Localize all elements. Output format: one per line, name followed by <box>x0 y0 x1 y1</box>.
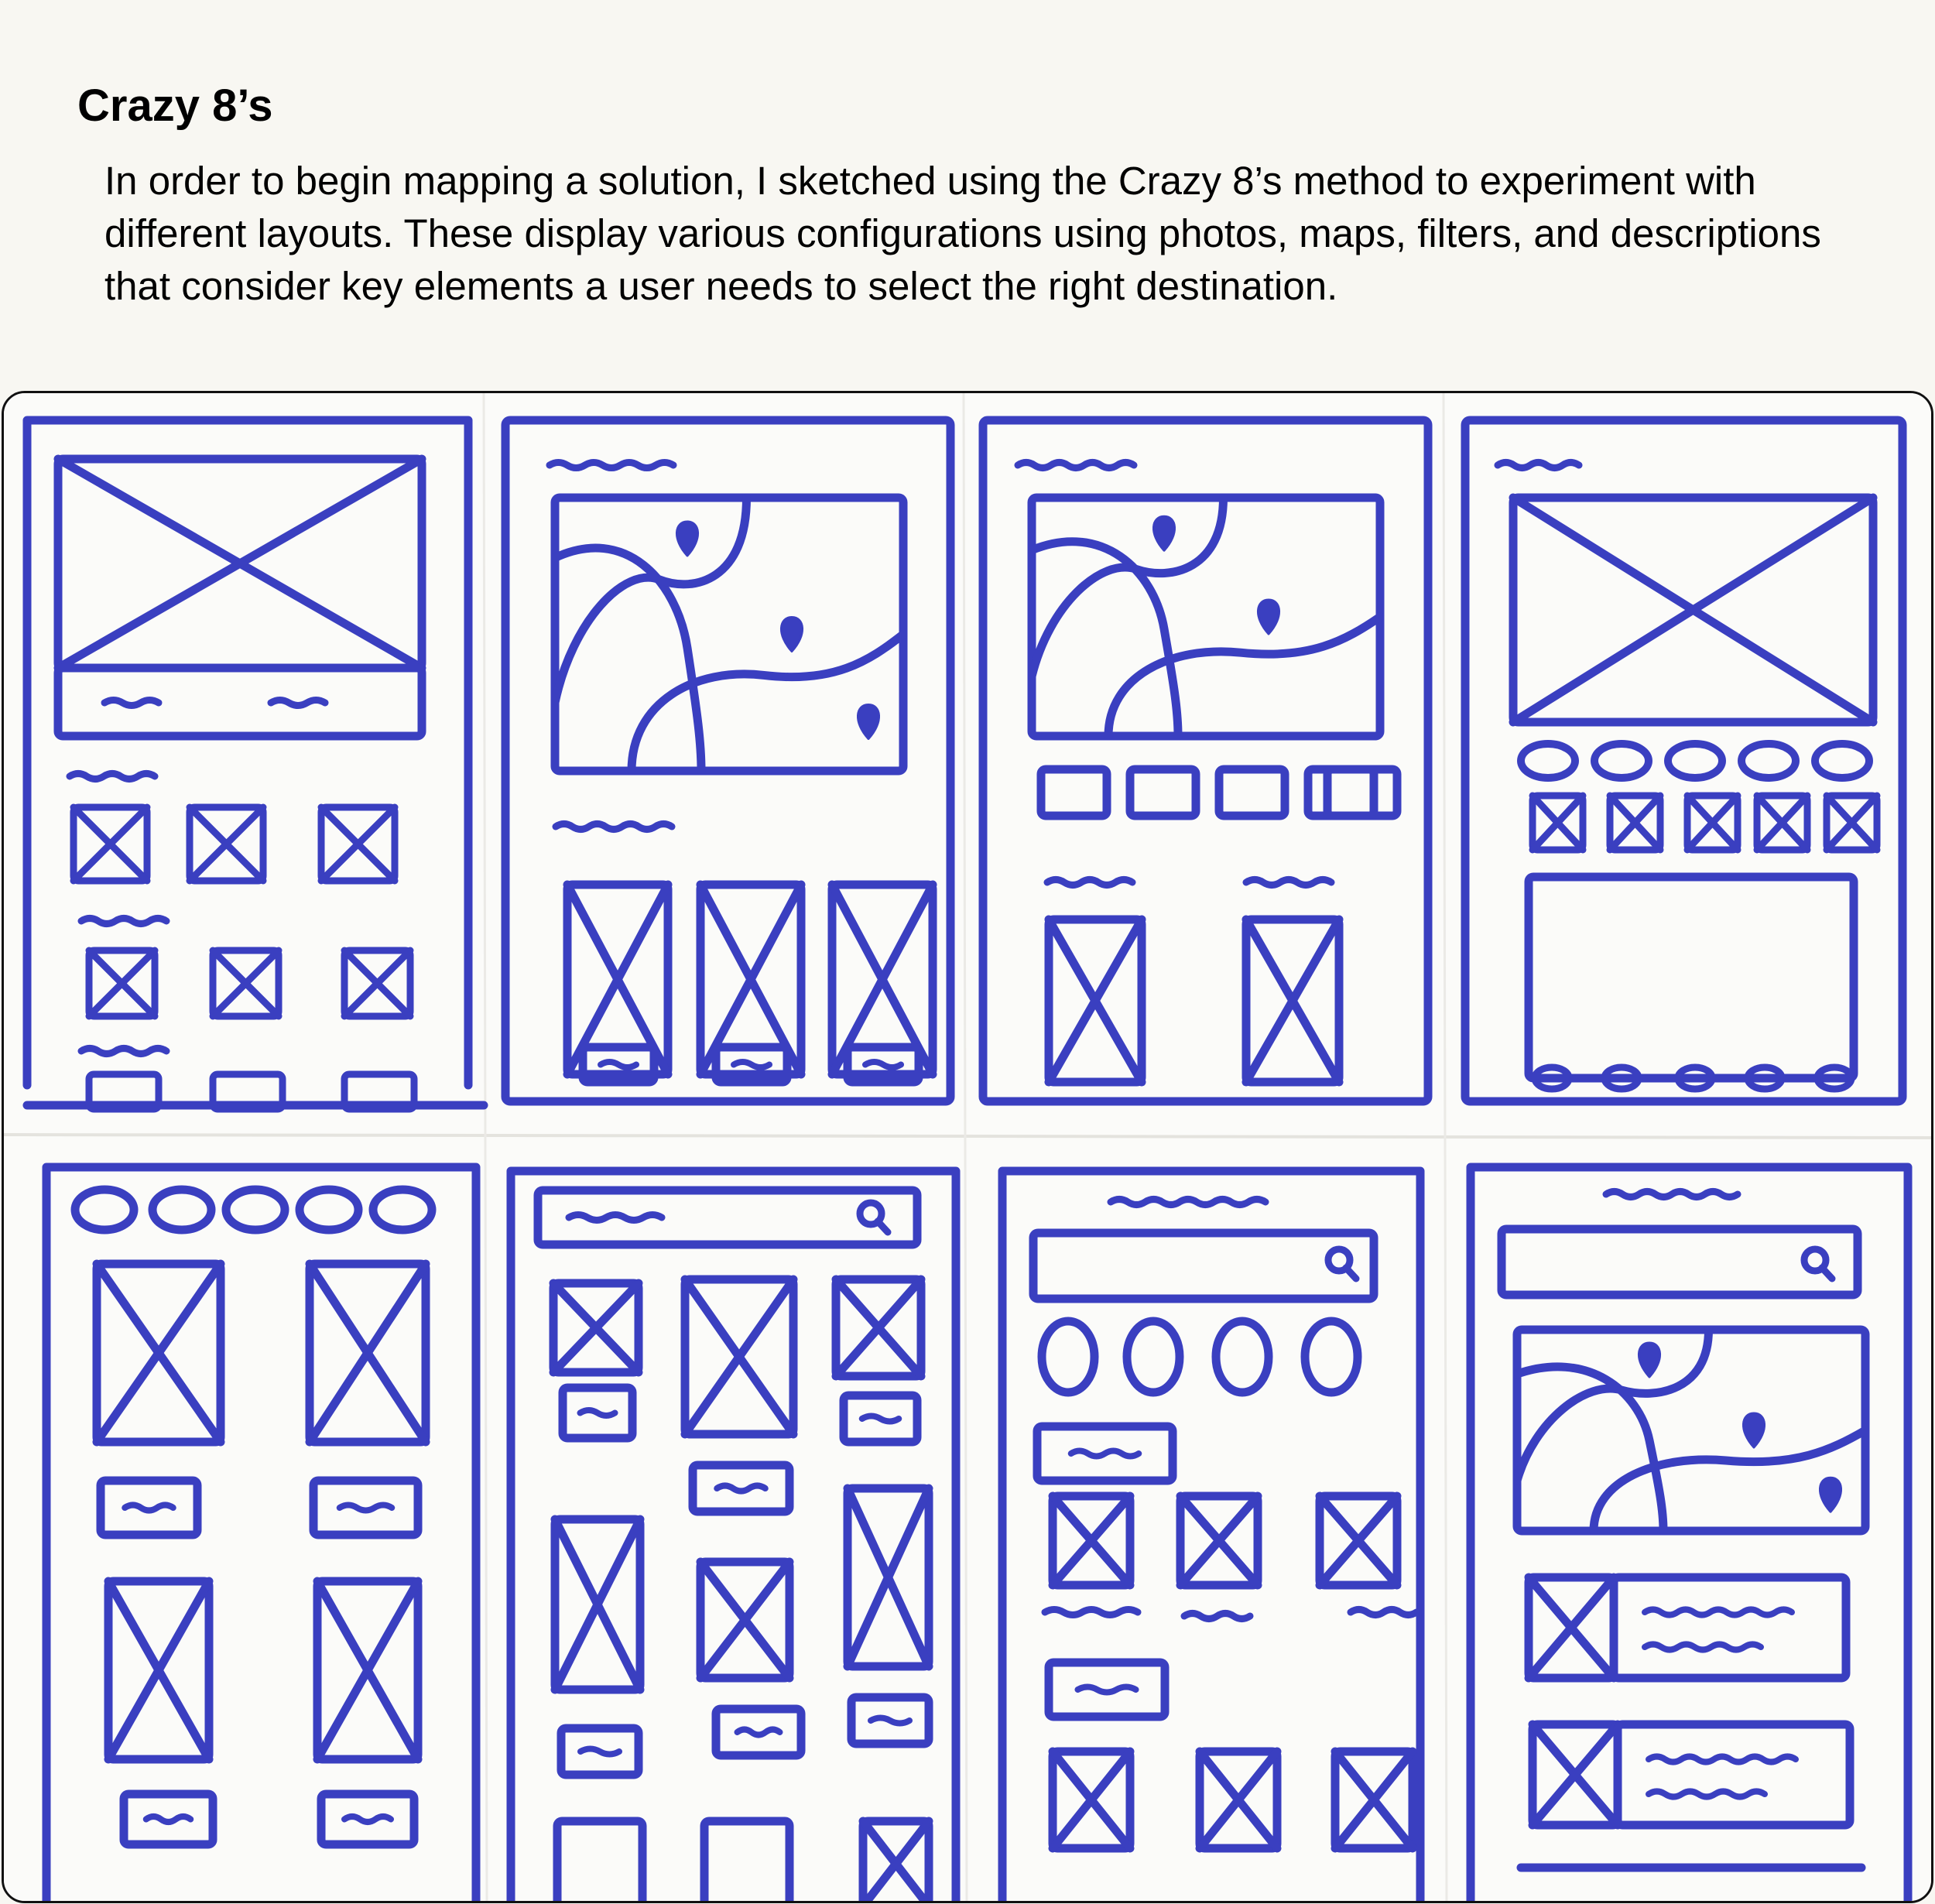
sketch-sheet-photo <box>2 391 1933 1903</box>
page-description: In order to begin mapping a solution, I sketched using the Crazy 8’s method to experiment with different layouts. These display various configurations using photos, maps, filters, and descriptions that consider key elements a user needs to select the right destination. <box>104 159 1821 308</box>
text-scribble <box>1606 1192 1738 1197</box>
page-title: Crazy 8’s <box>77 80 273 131</box>
crazy-eights-sketches <box>4 393 1931 1901</box>
